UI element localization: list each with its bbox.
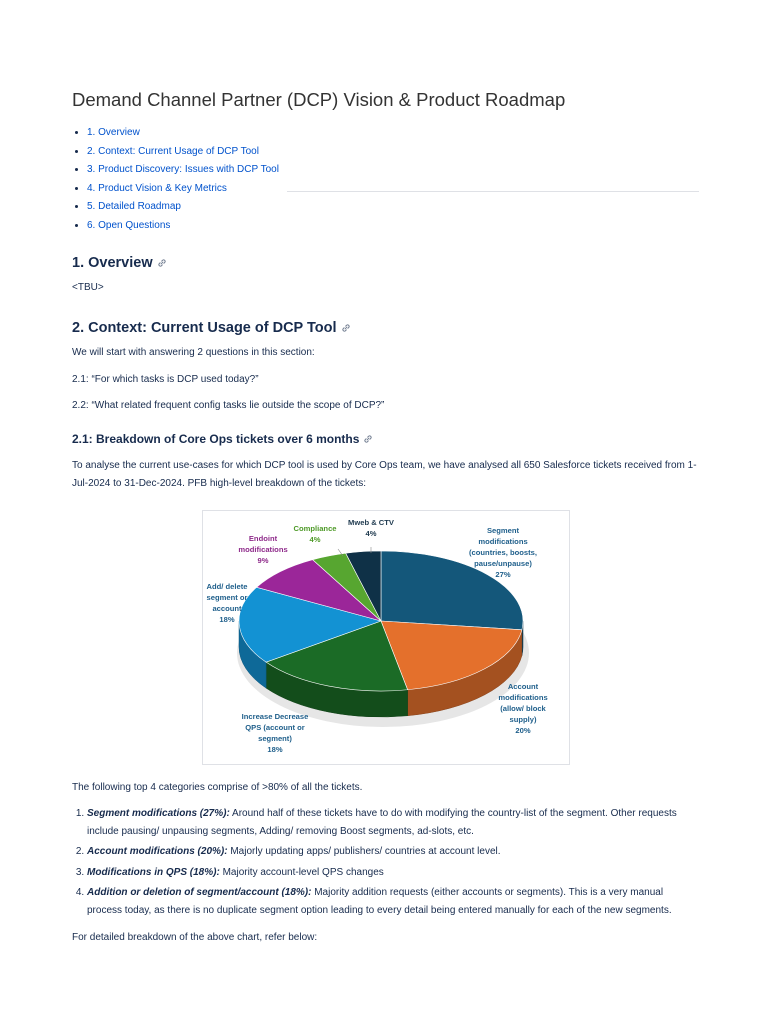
toc-link-discovery[interactable]: 3. Product Discovery: Issues with DCP Tool <box>87 164 279 176</box>
toc-link-questions[interactable]: 6. Open Questions <box>87 219 171 231</box>
context-intro: We will start with answering 2 questions in this section: <box>72 347 315 358</box>
pie-label-line: modifications <box>478 537 528 546</box>
item-text: Around half of these tickets have to do with modifying the country-list of the segment. Other requests include pausing/ unpausing segments, Adding/ removing Boost segments, ad-slots, etc. <box>87 808 677 837</box>
pie-label-line: (allow/ block <box>500 704 546 713</box>
toc-item <box>87 217 279 236</box>
context-question-1: 2.1: “For which tasks is DCP used today?” <box>72 374 259 385</box>
list-item <box>87 805 699 840</box>
list-item <box>87 864 699 882</box>
pie-label-compliance <box>293 524 336 544</box>
item-label: Account modifications (20%): <box>87 846 228 857</box>
item-text: Majority addition requests (either accounts or segments). This is a very manual process today, as there is no duplicate segment option leading to every detail being entered manually for each of the new segments. <box>87 887 672 916</box>
toc-link-overview[interactable]: 1. Overview <box>87 127 140 138</box>
pie-label-line: segment or <box>206 593 248 602</box>
heading-text: 2.1: Breakdown of Core Ops tickets over 6 months <box>72 432 360 446</box>
link-icon[interactable] <box>341 323 351 335</box>
item-label: Modifications in QPS (18%): <box>87 866 220 878</box>
pie-label-line: 9% <box>257 556 269 565</box>
pie-label-line: supply) <box>509 715 537 724</box>
toc-link-vision[interactable]: 4. Product Vision & Key Metrics <box>87 182 227 194</box>
item-label: Segment modifications (27%): <box>87 808 230 819</box>
item-label: Addition or deletion of segment/account (18%): <box>87 887 312 898</box>
toc-link-roadmap[interactable]: 5. Detailed Roadmap <box>87 201 181 213</box>
section-heading-context <box>72 320 351 336</box>
pie-label-line: account <box>212 604 242 613</box>
subsection-heading-breakdown <box>72 432 373 446</box>
context-question-2: 2.2: “What related frequent config tasks lie outside the scope of DCP?” <box>72 400 385 411</box>
toc-link-context[interactable]: 2. Context: Current Usage of DCP Tool <box>87 145 259 157</box>
pie-label-line: Increase Decrease <box>241 712 309 721</box>
overview-body: <TBU> <box>72 282 104 293</box>
pie-label-endoint-modifications <box>238 534 287 565</box>
pie-label-line: 18% <box>267 745 283 754</box>
pie-label-mweb-ctv <box>348 518 395 538</box>
link-icon[interactable] <box>157 258 167 270</box>
list-item <box>87 884 699 919</box>
section-heading-overview <box>72 255 167 271</box>
heading-text: 2. Context: Current Usage of DCP Tool <box>72 320 337 336</box>
toc-item <box>87 124 279 143</box>
pie-label-line: pause/unpause) <box>474 559 532 568</box>
breakdown-body: To analyse the current use-cases for which DCP tool is used by Core Ops team, we have analysed all 650 Salesforce tickets received from 1-Jul-2024 to 31-Dec-2024. PFB high-level breakdown of the tickets: <box>72 460 697 489</box>
pie-chart-figure <box>202 510 570 765</box>
pie-label-line: 4% <box>365 529 377 538</box>
pie-label-line: 20% <box>515 726 531 735</box>
pie-label-line: segment) <box>258 734 292 743</box>
pie-label-line: Add/ delete <box>206 582 248 591</box>
link-icon[interactable] <box>363 434 373 446</box>
pie-label-line: modifications <box>238 545 288 554</box>
divider <box>287 191 699 192</box>
pie-label-line: Compliance <box>293 524 337 533</box>
pie-label-line: Endoint <box>248 534 278 543</box>
pie-label-line: QPS (account or <box>245 723 305 732</box>
heading-text: 1. Overview <box>72 255 153 271</box>
pie-label-line: 18% <box>219 615 235 624</box>
pie-label-line: 27% <box>495 570 511 579</box>
category-list <box>72 805 699 922</box>
list-item <box>87 843 699 861</box>
item-text: Majority account-level QPS changes <box>219 866 384 878</box>
breakdown-summary: The following top 4 categories comprise of >80% of all the tickets. <box>72 782 363 793</box>
toc-item <box>87 180 279 199</box>
pie-label-line: 4% <box>309 535 321 544</box>
toc-item <box>87 198 279 217</box>
breakdown-footer: For detailed breakdown of the above chart, refer below: <box>72 932 318 943</box>
pie-chart <box>203 511 569 764</box>
pie-label-line: (countries, boosts, <box>469 548 537 557</box>
toc-item <box>87 161 279 180</box>
toc-item <box>87 143 279 162</box>
item-text: Majorly updating apps/ publishers/ countries at account level. <box>227 846 501 857</box>
pie-label-line: Account <box>507 682 539 691</box>
table-of-contents <box>72 124 279 236</box>
pie-label-line: Segment <box>486 526 520 535</box>
pie-label-increase-decrease-qps-account-or-segment <box>242 712 309 754</box>
pie-label-line: modifications <box>498 693 548 702</box>
page-title: Demand Channel Partner (DCP) Vision & Product Roadmap <box>72 89 566 110</box>
pie-label-line: Mweb & CTV <box>348 518 394 527</box>
